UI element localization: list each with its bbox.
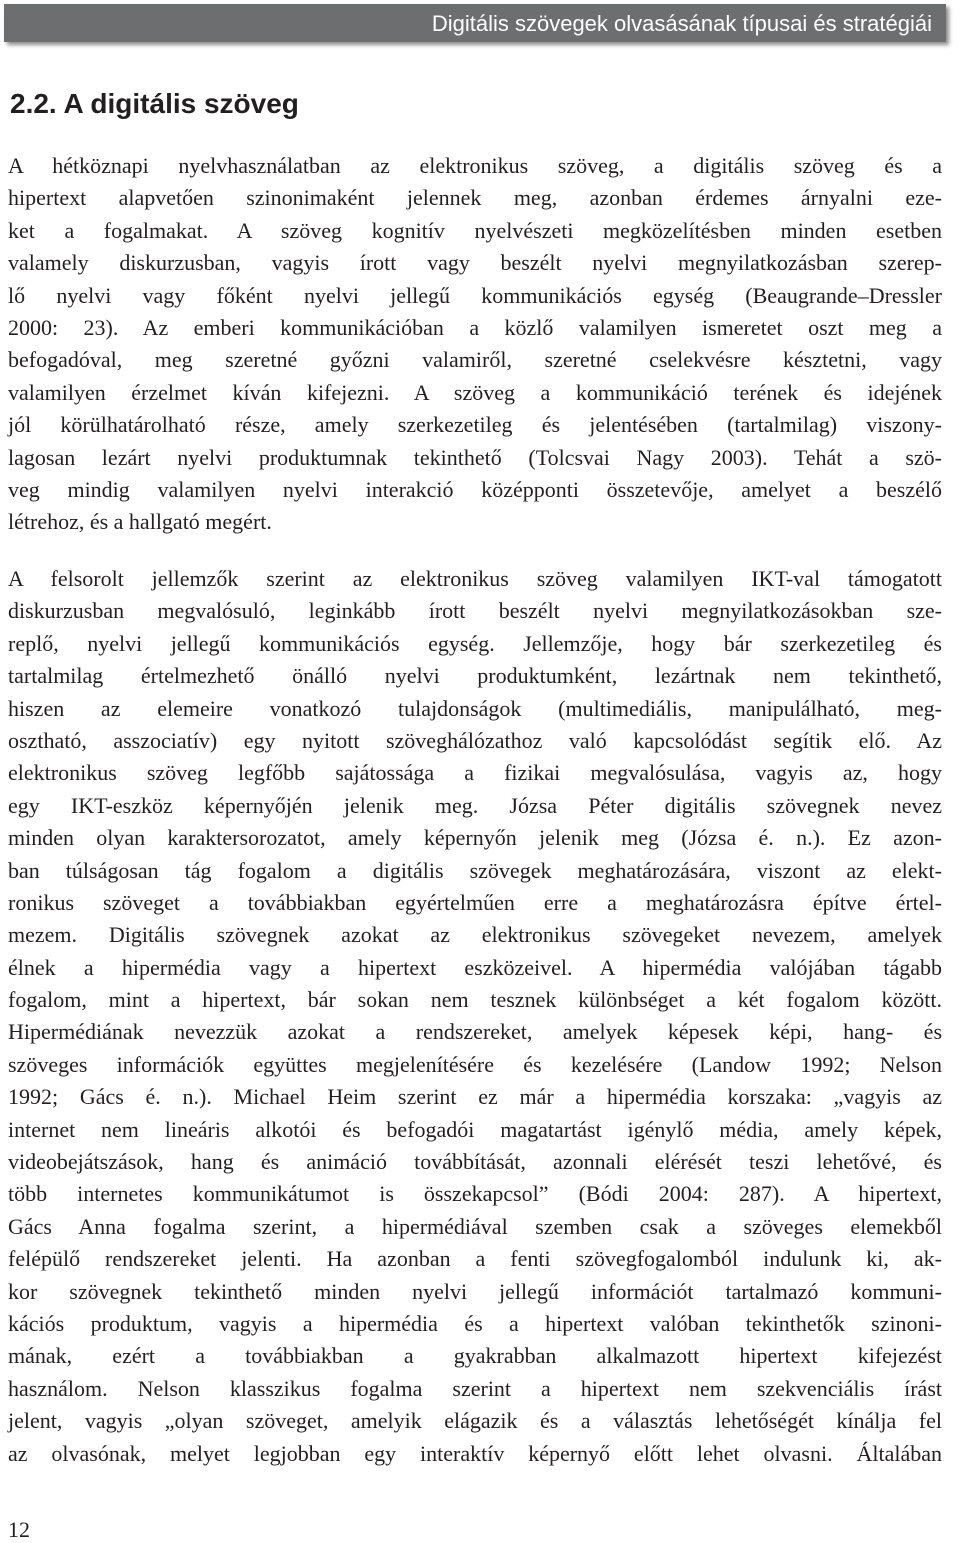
text-line: A hétköznapi nyelvhasználatban az elektronikus szöveg, a digitális szöveg és a	[8, 153, 942, 178]
text-line: minden olyan karaktersorozatot, amely képernyőn jelenik meg (Józsa é. n.). Ez azon-	[8, 825, 942, 851]
text-line: veg mindig valamilyen nyelvi interakció középponti összetevője, amelyet a beszélő	[8, 476, 942, 502]
text-line: fogalom, mint a hipertext, bár sokan nem tesznek különbséget a két fogalom között.	[8, 987, 942, 1013]
text-line: diskurzusban megvalósuló, leginkább írott beszélt nyelvi megnyilatkozásokban sze-	[8, 598, 942, 624]
text-line: 2000: 23). Az emberi kommunikációban a közlő valamilyen ismeretet oszt meg a	[8, 314, 942, 340]
text-line: mezem. Digitális szövegnek azokat az elektronikus szövegeket nevezem, amelyek	[8, 922, 942, 948]
text-line: több internetes kommunikátumot is összekapcsol” (Bódi 2004: 287). A hipertext,	[8, 1181, 942, 1207]
paragraph-1	[8, 150, 942, 539]
text-line: létrehoz, és a hallgató megért.	[8, 509, 272, 535]
text-line: hiszen az elemeire vonatkozó tulajdonságok (multimediális, manipulálható, meg-	[8, 695, 942, 721]
running-header	[4, 4, 946, 42]
text-line: hipertext alapvetően szinonimaként jelennek meg, azonban érdemes árnyalni eze-	[8, 185, 942, 211]
text-line: szöveges információk együttes megjelenítésére és kezelésére (Landow 1992; Nelson	[8, 1051, 942, 1077]
text-line: felépülő rendszereket jelenti. Ha azonban a fenti szövegfogalomból indulunk ki, ak-	[8, 1246, 942, 1272]
text-line: lagosan lezárt nyelvi produktumnak tekinthető (Tolcsvai Nagy 2003). Tehát a szö-	[8, 444, 942, 470]
text-line: replő, nyelvi jellegű kommunikációs egység. Jellemzője, hogy bár szerkezetileg és	[8, 630, 942, 656]
text-line: ban túlságosan tág fogalom a digitális szövegek meghatározására, viszont az elekt-	[8, 857, 942, 883]
running-header-title: Digitális szövegek olvasásának típusai és stratégiái	[431, 11, 932, 36]
text-line: lő nyelvi vagy főként nyelvi jellegű kommunikációs egység (Beaugrande–Dressler	[8, 282, 942, 308]
section-heading: 2.2. A digitális szöveg	[10, 88, 299, 119]
text-line: ket a fogalmakat. A szöveg kognitív nyelvészeti megközelítésben minden esetben	[8, 217, 942, 243]
text-line: kációs produktum, vagyis a hipermédia és a hipertext valóban tekinthetők szinoni-	[8, 1310, 942, 1336]
page-number: 12	[8, 1517, 30, 1542]
text-line: valamilyen érzelmet kíván kifejezni. A szöveg a kommunikáció terének és idejének	[8, 379, 942, 405]
text-line: videobejátszások, hang és animáció továbbítását, azonnali elérését teszi lehetővé, és	[8, 1149, 942, 1175]
text-line: az olvasónak, melyet legjobban egy interaktív képernyő előtt lehet olvasni. Általában	[8, 1440, 942, 1466]
text-line: mának, ezért a továbbiakban a gyakrabban alkalmazott hipertext kifejezést	[8, 1343, 942, 1369]
text-line: 1992; Gács é. n.). Michael Heim szerint ez már a hipermédia korszaka: „vagyis az	[8, 1084, 942, 1110]
text-line: A felsorolt jellemzők szerint az elektronikus szöveg valamilyen IKT-val támogatott	[8, 566, 942, 591]
text-line: internet nem lineáris alkotói és befogadói magatartást igénylő média, amely képek,	[8, 1116, 942, 1142]
text-line: jól körülhatárolható része, amely szerkezetileg és jelentésében (tartalmilag) viszony-	[8, 412, 942, 438]
text-line: tartalmilag értelmezhető önálló nyelvi produktumként, lezártnak nem tekinthető,	[8, 663, 942, 689]
text-line: élnek a hipermédia vagy a hipertext eszközeivel. A hipermédia valójában tágabb	[8, 954, 942, 980]
text-line: befogadóval, meg szeretné győzni valamiről, szeretné cselekvésre késztetni, vagy	[8, 347, 942, 373]
text-line: elektronikus szöveg legfőbb sajátossága a fizikai megvalósulása, vagyis az, hogy	[8, 760, 942, 786]
text-line: használom. Nelson klasszikus fogalma szerint a hipertext nem szekvenciális írást	[8, 1375, 942, 1401]
paragraph-2	[8, 563, 942, 1470]
text-line: osztható, asszociatív) egy nyitott szöveghálózathoz való kapcsolódást segítik elő. Az	[8, 727, 942, 753]
text-line: egy IKT-eszköz képernyőjén jelenik meg. Józsa Péter digitális szövegnek nevez	[8, 792, 942, 818]
text-line: valamely diskurzusban, vagyis írott vagy beszélt nyelvi megnyilatkozásban szerep-	[8, 250, 942, 276]
text-line: Gács Anna fogalma szerint, a hipermédiával szemben csak a szöveges elemekből	[8, 1213, 942, 1239]
text-line: kor szövegnek tekinthető minden nyelvi jellegű információt tartalmazó kommuni-	[8, 1278, 942, 1304]
text-line: Hipermédiának nevezzük azokat a rendszereket, amelyek képesek képi, hang- és	[8, 1019, 942, 1045]
text-line: jelent, vagyis „olyan szöveget, amelyik elágazik és a választás lehetőségét kínálja fel	[8, 1408, 942, 1434]
text-line: ronikus szöveget a továbbiakban egyértelműen erre a meghatározásra építve értel-	[8, 889, 942, 915]
